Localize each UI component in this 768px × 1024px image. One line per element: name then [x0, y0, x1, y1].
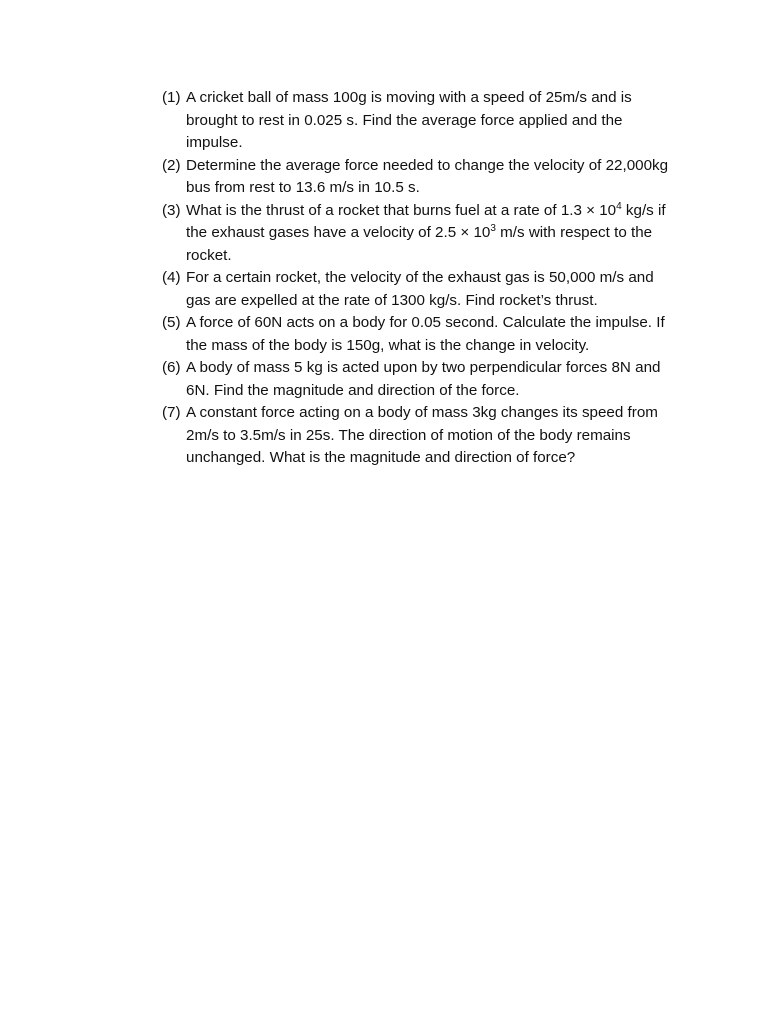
question-item [162, 357, 674, 402]
question-text-part: kg/s if the exhaust gases have a velocity of 2.5 × 10 [186, 201, 666, 241]
question-text: A cricket ball of mass 100g is moving with a speed of 25m/s and is brought to rest in 0.025 s. Find the average force applied and the impulse. [186, 89, 632, 151]
question-item [162, 87, 674, 155]
question-number: (6) [162, 359, 181, 376]
question-text: For a certain rocket, the velocity of the exhaust gas is 50,000 m/s and gas are expelled at the rate of 1300 kg/s. Find rocket’s thrust. [186, 269, 654, 309]
question-item [162, 155, 674, 200]
question-number: (7) [162, 404, 181, 421]
question-number: (4) [162, 269, 181, 286]
question-list [162, 87, 674, 470]
question-number: (2) [162, 156, 181, 174]
question-item [162, 312, 674, 357]
exponent: 4 [616, 200, 622, 212]
question-text-part: m/s with respect to the rocket. [186, 224, 653, 264]
question-text-part: What is the thrust of a rocket that burns fuel at a rate of 1.3 × 10 [186, 201, 617, 219]
question-number: (3) [162, 201, 181, 219]
question-item [162, 402, 674, 470]
question-text: A force of 60N acts on a body for 0.05 second. Calculate the impulse. If the mass of the body is 150g, what is the change in velocity. [186, 314, 665, 354]
question-text: Determine the average force needed to change the velocity of 22,000kg bus from rest to 13.6 m/s in 10.5 s. [186, 156, 669, 196]
question-item [162, 200, 674, 268]
question-number: (5) [162, 314, 181, 331]
question-number: (1) [162, 89, 181, 106]
question-text: A body of mass 5 kg is acted upon by two perpendicular forces 8N and 6N. Find the magnitude and direction of the force. [186, 359, 661, 399]
exponent: 3 [490, 223, 496, 234]
question-text [186, 200, 674, 268]
question-text: A constant force acting on a body of mass 3kg changes its speed from 2m/s to 3.5m/s in 25s. The direction of motion of the body remains unchanged. What is the magnitude and direction of force? [186, 404, 658, 466]
question-item [162, 267, 674, 312]
